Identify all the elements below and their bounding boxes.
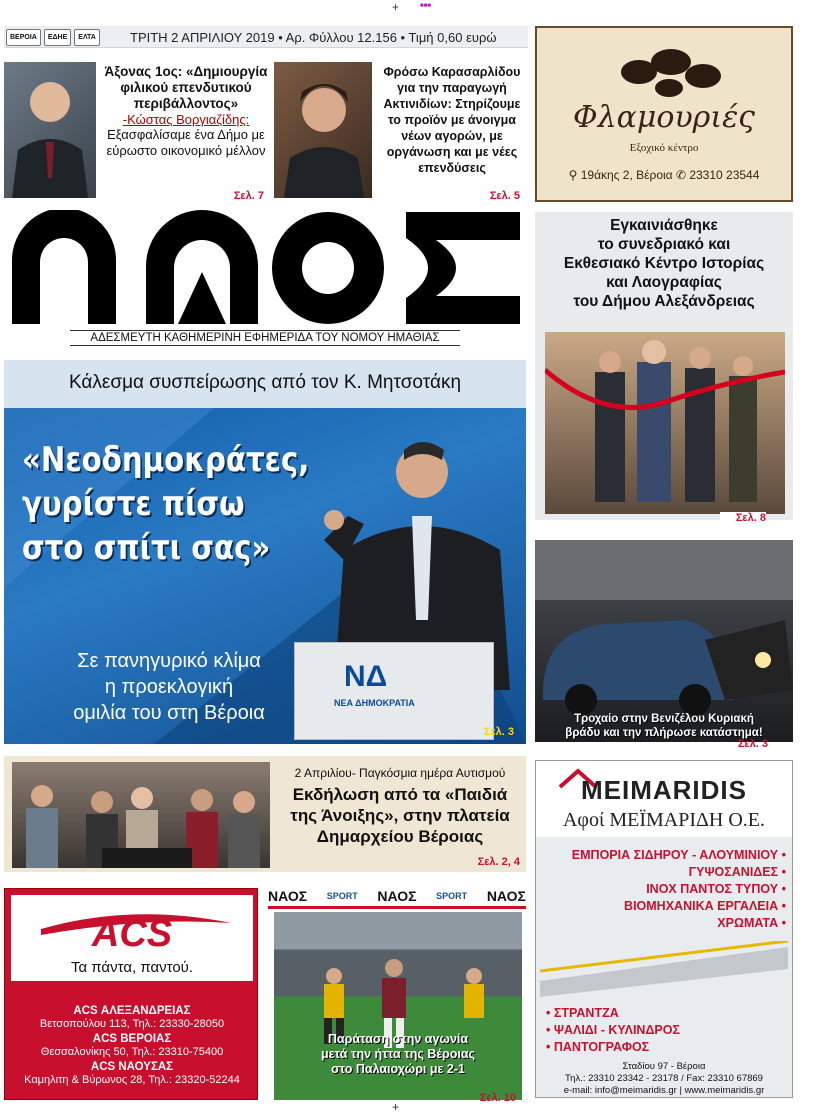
product-item: ΙΝΟΧ ΠΑΝΤΟΣ ΤΥΠΟΥ (646, 882, 779, 896)
masthead-logo (6, 210, 526, 326)
title-line: Εγκαινιάσθηκε (610, 217, 718, 234)
title-line: και Λαογραφίας (606, 274, 722, 291)
branch-name: ACS ΑΛΕΞΑΝΔΡΕΙΑΣ (73, 1005, 191, 1017)
story-crash-caption (535, 712, 793, 740)
metal-sheet-graphic (540, 941, 788, 997)
sponsor-logos (6, 29, 121, 46)
product-item: ΣΤΡΑΝΤΖΑ (553, 1006, 619, 1020)
story-exhibition-title (535, 216, 793, 311)
title-line: της Άνοιξης», στην πλατεία (290, 806, 510, 825)
story-crash[interactable] (535, 540, 793, 742)
story-exhibition[interactable] (535, 212, 793, 520)
ad-acs[interactable] (4, 888, 258, 1100)
product-item: ΧΡΩΜΑΤΑ (717, 916, 779, 930)
lead-title-line: γυρίστε πίσω (22, 484, 245, 524)
product-item: ΨΑΛΙΔΙ - ΚΥΛΙΝΔΡΟΣ (553, 1023, 680, 1037)
product-item: ΕΜΠΟΡΙΑ ΣΙΔΗΡΟΥ - ΑΛΟΥΜΙΝΙΟΥ (571, 848, 779, 862)
story-autism-kicker: 2 Απριλίου- Παγκόσμια ημέρα Αυτισμού (294, 766, 506, 780)
ad-meimaridis-phones: Τηλ.: 23310 23342 - 23178 / Fax: 23310 67869 (565, 1073, 763, 1084)
story-sport[interactable] (274, 912, 522, 1100)
title-line: Εκδήλωση από τα «Παιδιά (292, 785, 508, 804)
logo-chip: ΕΛΤΑ (74, 29, 100, 46)
top-story-right-headline: Φρόσω Καρασαρλίδου για την παραγωγή Ακτινιδίων: Στηρίζουμε το προϊόν με άνοιγμα νέων αγορών, με οργάνωση και με νέες επενδύσεις (383, 65, 521, 175)
sport-bar-rule (268, 906, 526, 909)
branch-name: ACS ΒΕΡΟΙΑΣ (92, 1033, 172, 1045)
lead-subtitle-line: ομιλία του στη Βέροια (73, 702, 265, 724)
person-silhouette-icon (4, 62, 96, 198)
ad-flamouries[interactable] (535, 26, 793, 202)
lead-title (22, 438, 309, 570)
ad-meimaridis-address: Σταδίου 97 - Βέροια (622, 1061, 706, 1072)
ad-meimaridis-logo: MEIMARIDIS (581, 775, 747, 805)
lead-subtitle-line: Σε πανηγυρικό κλίμα (77, 650, 261, 672)
ad-acs-logo-panel (11, 895, 253, 981)
leaf-branch-icon (609, 42, 729, 102)
lead-title-line: «Νεοδημοκράτες, (22, 440, 310, 480)
ad-flamouries-phone: 23310 23544 (689, 168, 760, 182)
phone-icon: ✆ (675, 168, 690, 182)
ad-meimaridis-company: Αφοί ΜΕΪΜΑΡΙΔΗ Ο.Ε. (562, 809, 765, 831)
top-story-left-headline: Άξονας 1ος: «Δημιουργία φιλικού επενδυτικού περιβάλλοντος» (104, 64, 268, 111)
page-ref: Σελ. 8 (720, 512, 766, 524)
ad-meimaridis-products: ΕΜΠΟΡΙΑ ΣΙΔΗΡΟΥ - ΑΛΟΥΜΙΝΙΟΥ • ΓΥΨΟΣΑΝΙΔΕΣ • ΙΝΟΧ ΠΑΝΤΟΣ ΤΥΠΟΥ • ΒΙΟΜΗΧΑΝΙΚΑ ΕΡΓΑΛΕΙΑ • ΧΡΩΜΑΤΑ • (571, 848, 786, 930)
product-item: ΠΑΝΤΟΓΡΑΦΟΣ (553, 1040, 650, 1054)
ad-flamouries-contact (537, 168, 791, 182)
podium-party-logo: ΝΔ (344, 660, 388, 693)
product-item: ΓΥΨΟΣΑΝΙΔΕΣ (688, 865, 779, 879)
page-ref: Σελ. 2, 4 (477, 856, 520, 868)
ribbon-cutting-scene (545, 332, 785, 514)
story-autism-title (274, 784, 526, 847)
sport-bar (268, 886, 526, 906)
top-story-left[interactable] (102, 64, 270, 159)
radio-studio-photo (12, 762, 270, 868)
sport-bar-logo: ΝΑΟΣ (377, 888, 417, 904)
lead-title-line: στο σπίτι σας» (22, 528, 271, 568)
ad-meimaridis-contact (536, 1061, 792, 1097)
sport-bar-label: SPORT (436, 891, 468, 901)
title-line: Εκθεσιακό Κέντρο Ιστορίας (563, 255, 765, 272)
title-line: Δημαρχείου Βέροιας (316, 827, 484, 846)
lead-kicker: Κάλεσμα συσπείρωσης από τον Κ. Μητσοτάκη (68, 372, 462, 393)
story-sport-caption (274, 1032, 522, 1077)
ad-meimaridis-products2: • ΣΤΡΑΝΤΖΑ • ΨΑΛΙΔΙ - ΚΥΛΙΝΔΡΟΣ • ΠΑΝΤΟΓΡΑΦΟΣ (546, 1006, 680, 1054)
lead-story[interactable] (4, 360, 526, 744)
branch-address: Θεσσαλονίκης 50, Τηλ.: 23310-75400 (40, 1046, 224, 1058)
ad-meimaridis-email: e-mail: info@meimaridis.gr | www.meimaridis.gr (563, 1085, 765, 1096)
ad-acs-branch (5, 1033, 259, 1059)
registration-mark-top: + (392, 0, 400, 14)
logo-chip: ΒΕΡΟΙΑ (6, 29, 41, 46)
lead-subtitle-line: η προεκλογική (104, 676, 234, 698)
ad-flamouries-name: Φλαμουριές (573, 100, 755, 135)
color-bar: ■■■ (420, 3, 431, 9)
title-line: το συνεδριακό και (597, 236, 731, 253)
page-ref: Σελ. 5 (489, 190, 520, 202)
ad-flamouries-subtitle: Εξοχικό κέντρο (629, 142, 699, 154)
sport-bar-logo: ΝΑΟΣ (486, 888, 526, 904)
ad-acs-logo: ACS (91, 913, 173, 955)
portrait-photo (274, 62, 372, 198)
branch-name: ACS ΝΑΟΥΣΑΣ (90, 1061, 174, 1073)
story-autism[interactable] (4, 756, 526, 872)
ad-meimaridis[interactable] (535, 760, 793, 1098)
ad-acs-slogan: Τα πάντα, παντού. (70, 959, 194, 976)
page-ref: Σελ. 7 (233, 190, 264, 202)
page-ref: Σελ. 3 (737, 738, 768, 750)
caption-line: στο Παλαιοχώρι με 2-1 (330, 1062, 466, 1076)
registration-mark-bottom: + (392, 1100, 400, 1114)
caption-line: μετά την ήττα της Βέροιας (320, 1047, 476, 1061)
branch-address: Βετσοπούλου 113, Τηλ.: 23330-28050 (39, 1018, 225, 1030)
location-pin-icon: ⚲ (568, 168, 578, 182)
masthead-tagline: ΑΔΕΣΜΕΥΤΗ ΚΑΘΗΜΕΡΙΝΗ ΕΦΗΜΕΡΙΔΑ ΤΟΥ ΝΟΜΟΥ ΗΜΑΘΙΑΣ (70, 330, 460, 346)
sport-bar-label: SPORT (326, 891, 358, 901)
page-ref: Σελ. 3 (483, 726, 514, 738)
ribbon-cutting-photo (545, 332, 785, 514)
ad-flamouries-address: 19άκης 2, Βέροια (580, 168, 673, 182)
product-item: ΒΙΟΜΗΧΑΝΙΚΑ ΕΡΓΑΛΕΙΑ (624, 899, 779, 913)
studio-people-scene (12, 762, 270, 868)
portrait-photo (4, 62, 96, 198)
branch-address: Καμηλιτη & Βύρωνος 28, Τηλ.: 23320-52244 (24, 1074, 240, 1086)
podium-party-name: ΝΕΑ ΔΗΜΟΚΡΑΤΙΑ (334, 698, 415, 708)
page-ref: Σελ. 10 (479, 1092, 516, 1104)
caption-line: βράδυ και την πλήρωσε κατάστημα! (565, 727, 763, 739)
top-story-left-author: -Κώστας Βοργιαζίδης: (122, 112, 250, 127)
top-story-left-quote: Εξασφαλίσαμε ένα Δήμο με εύρωστο οικονομικό μέλλον (106, 127, 266, 158)
sport-bar-logo: ΝΑΟΣ (268, 888, 308, 904)
ad-acs-branch (5, 1061, 259, 1087)
logo-chip: ΕΔΗΕ (44, 29, 71, 46)
top-story-right[interactable] (378, 64, 526, 176)
ad-acs-branch (5, 1005, 259, 1031)
caption-line: Τροχαίο στην Βενιζέλου Κυριακή (574, 713, 754, 725)
person-silhouette-icon (274, 62, 372, 198)
dateline: ΤΡΙΤΗ 2 ΑΠΡΙΛΙΟΥ 2019 • Αρ. Φύλλου 12.156 • Τιμή 0,60 ευρώ (130, 30, 497, 45)
lead-subtitle (24, 648, 314, 726)
caption-line: Παράταση στην αγωνία (327, 1032, 469, 1046)
title-line: του Δήμου Αλεξάνδρειας (573, 293, 755, 310)
